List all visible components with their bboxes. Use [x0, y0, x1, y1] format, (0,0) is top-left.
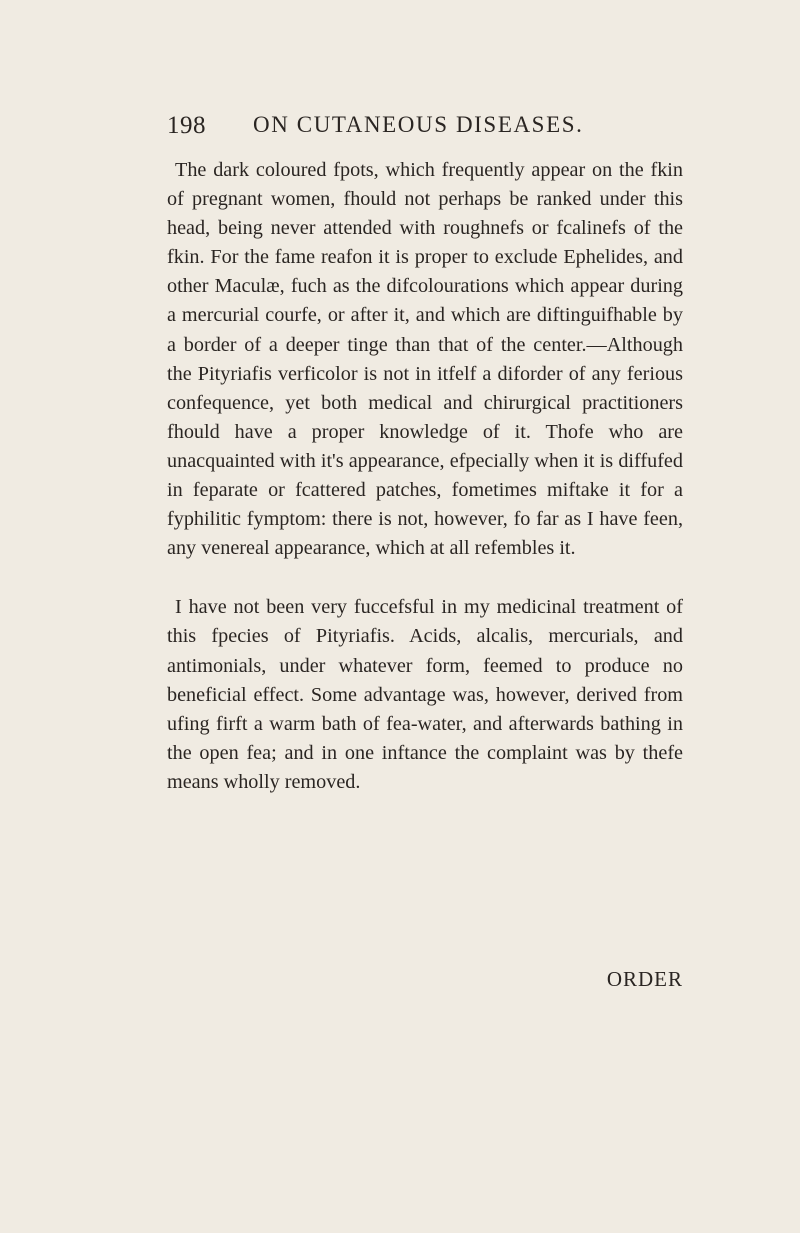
- body-text: [167, 156, 683, 797]
- page-header: [167, 112, 687, 146]
- catchword: ORDER: [606, 967, 683, 991]
- page-number: 198: [167, 112, 206, 139]
- running-head: ON CUTANEOUS DISEASES.: [253, 112, 584, 137]
- paragraph-2: I have not been very fuccefsful in my medicinal treatment of this fpecies of Pityriafis. Acids, alcalis, mercurials, and antimonials, under whatever form, feemed to produce no beneficial effect. Some advantage was, however, derived from ufing firft a warm bath of fea-water, and afterwards bathing in the open fea; and in one inftance the complaint was by thefe means wholly removed.: [167, 596, 683, 793]
- paragraph-1: The dark coloured fpots, which frequently appear on the fkin of pregnant women, fhould not perhaps be ranked under this head, being never attended with roughnefs or fcalinefs of the fkin. For the fame reafon it is proper to exclude Ephelides, and other Maculæ, fuch as the difcolourations which appear during a mercurial courfe, or after it, and which are diftinguifhable by a border of a deeper tinge than that of the center.—Although the Pityriafis verficolor is not in itfelf a diforder of any ferious confequence, yet both medical and chirurgical practitioners fhould have a proper knowledge of it. Thofe who are unacquainted with it's appearance, efpecially when it is diffufed in feparate or fcattered patches, fometimes miftake it for a fyphilitic fymptom: there is not, however, fo far as I have feen, any venereal appearance, which at all refembles it.: [167, 159, 683, 560]
